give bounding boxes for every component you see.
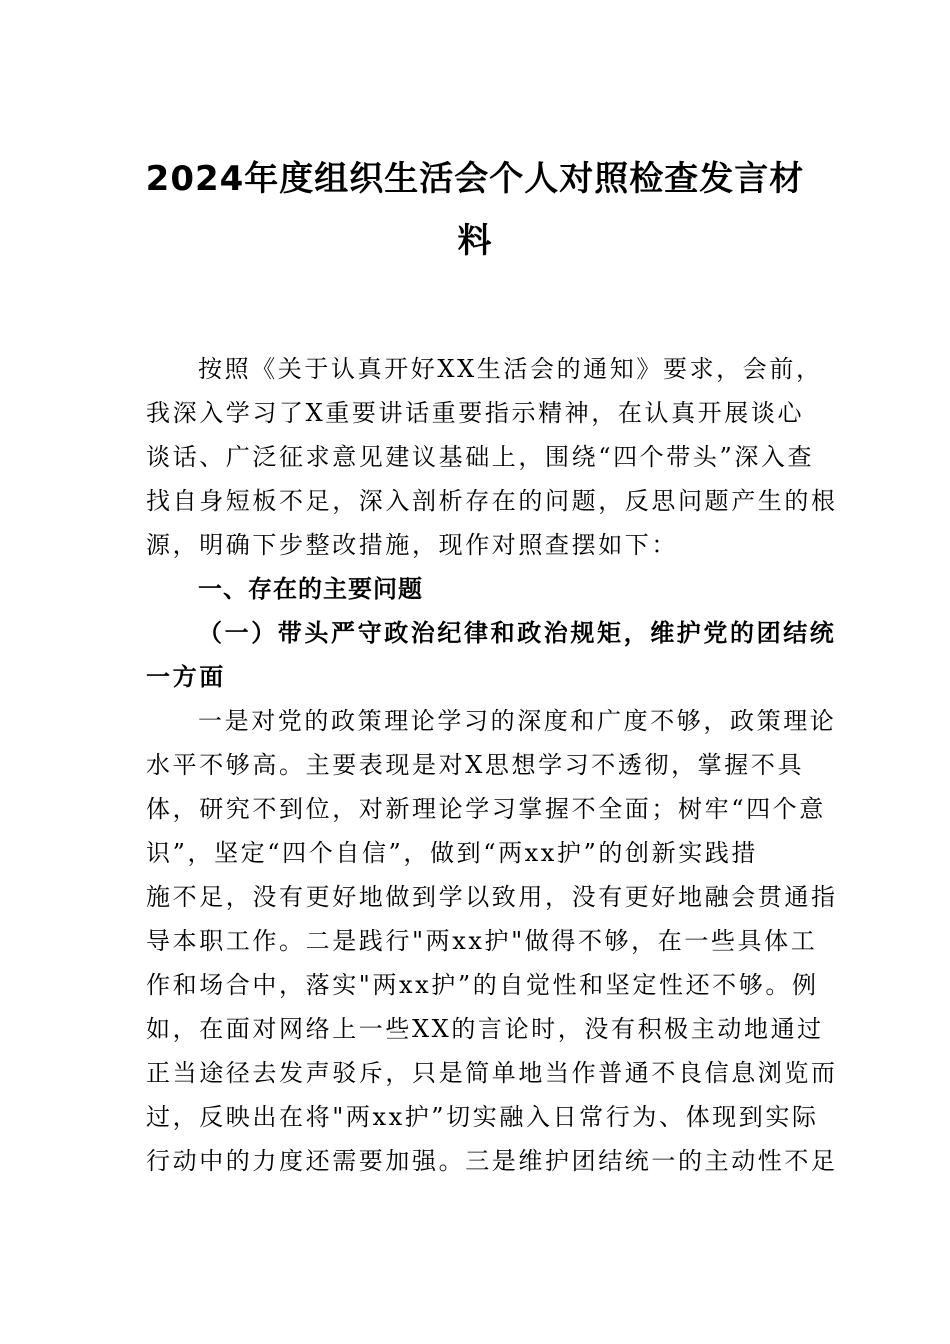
title-line: 料: [457, 221, 493, 261]
subsection-heading-line: （一）带头严守政治纪律和政治规矩，维护党的团结统: [198, 618, 837, 647]
document-title: [140, 148, 810, 272]
paragraph-line: 识”，坚定“四个自信”，做到“两xx护”的创新实践措: [146, 839, 759, 867]
paragraph-line: 一是对党的政策理论学习的深度和广度不够，政策理论: [198, 707, 837, 735]
intro-line: 源，明确下步整改措施，现作对照查摆如下：: [146, 531, 678, 559]
paragraph-line: 导本职工作。二是践行"两xx护"做得不够，在一些具体工: [146, 927, 818, 955]
paragraph-line: 体，研究不到位，对新理论学习掌握不全面；树牢“四个意: [146, 795, 826, 823]
paragraph-line: 正当途径去发声驳斥，只是简单地当作普通不良信息浏览而: [146, 1059, 838, 1087]
title-line: 2024年度组织生活会个人对照检查发言材: [145, 159, 805, 199]
subsection-heading-line: 一方面: [146, 662, 226, 691]
paragraph-line: 水平不够高。主要表现是对X思想学习不透彻，掌握不具: [146, 751, 805, 779]
intro-line: 找自身短板不足，深入剖析存在的问题，反思问题产生的根: [146, 487, 838, 515]
paragraph-line: 如，在面对网络上一些XX的言论时，没有积极主动地通过: [146, 1015, 824, 1043]
section-heading: 一、存在的主要问题: [198, 575, 423, 603]
paragraph-line: 过，反映出在将"两xx护”切实融入日常行为、体现到实际: [146, 1103, 819, 1131]
intro-line: 我深入学习了X重要讲话重要指示精神，在认真开展谈心: [146, 399, 805, 427]
paragraph-line: 作和场合中，落实"两xx护”的自觉性和坚定性还不够。例: [146, 971, 819, 999]
document-body: [146, 347, 838, 1183]
intro-line: 谈话、广泛征求意见建议基础上，围绕“四个带头”深入查: [146, 443, 815, 471]
paragraph-line: 行动中的力度还需要加强。三是维护团结统一的主动性不足: [146, 1147, 838, 1175]
intro-line: 按照《关于认真开好XX生活会的通知》要求，会前，: [198, 355, 823, 383]
paragraph-line: 施不足，没有更好地做到学以致用，没有更好地融会贯通指: [146, 883, 838, 911]
